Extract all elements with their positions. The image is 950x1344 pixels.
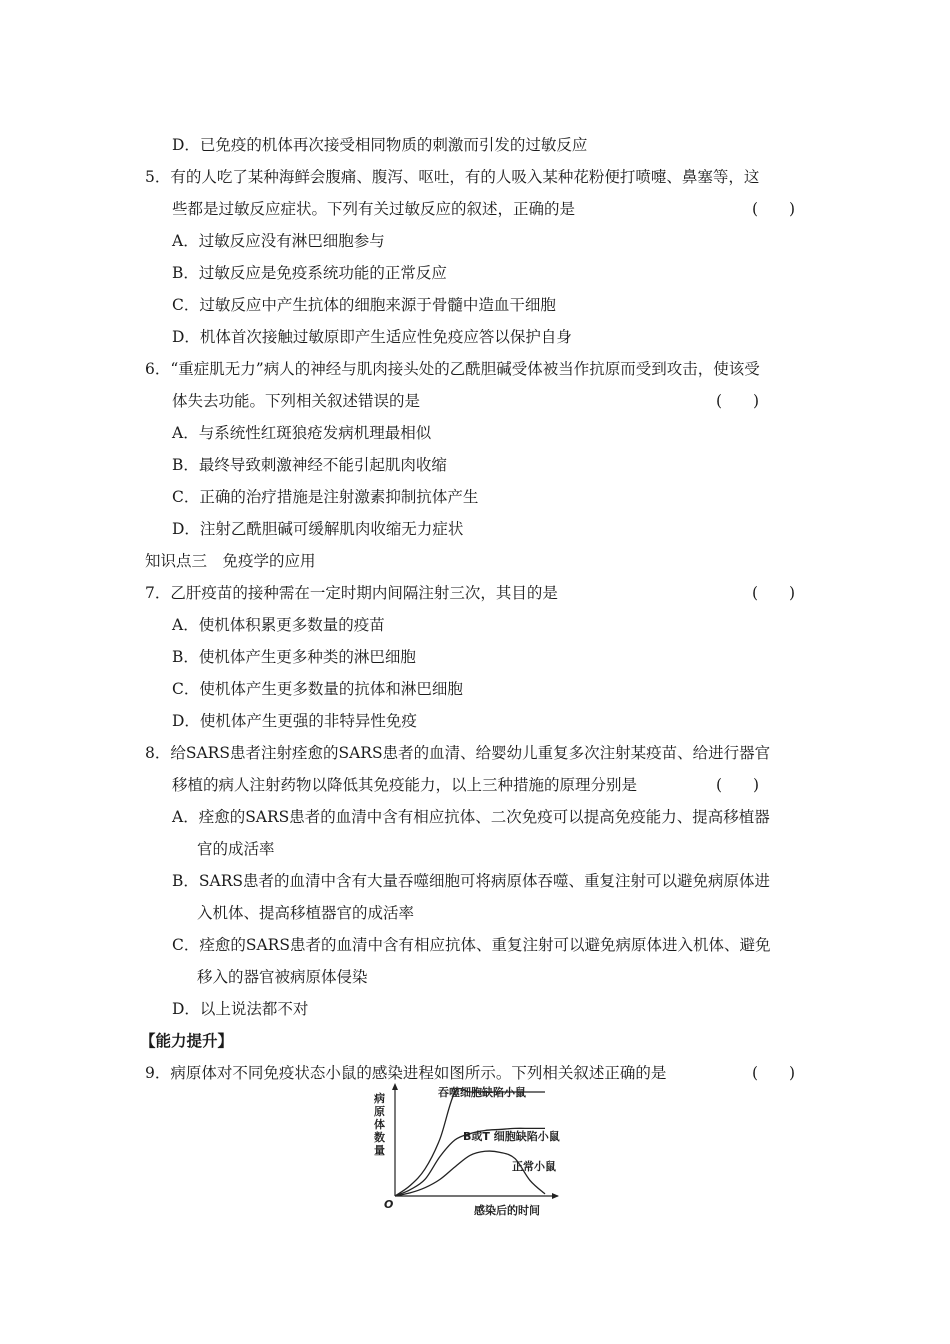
q6-option-d: D．注射乙酰胆碱可缓解肌肉收缩无力症状 [172, 520, 464, 538]
q8-stem-line2: 移植的病人注射药物以降低其免疫能力，以上三种措施的原理分别是 [172, 776, 638, 794]
q5-option-c: C．过敏反应中产生抗体的细胞来源于骨髓中造血干细胞 [172, 296, 556, 314]
q7-option-d: D．使机体产生更强的非特异性免疫 [172, 712, 417, 730]
q8-stem-line1: 8．给SARS患者注射痊愈的SARS患者的血清、给婴幼儿重复多次注射某疫苗、给进行器官 [145, 744, 771, 762]
series-line-3 [395, 1151, 545, 1196]
q5-stem-line2: 些都是过敏反应症状。下列有关过敏反应的叙述，正确的是 [172, 200, 576, 218]
y-axis-arrow [392, 1083, 398, 1090]
q5-option-a: A．过敏反应没有淋巴细胞参与 [172, 232, 385, 250]
q9-answer-bracket: ( ) [752, 1064, 796, 1082]
q6-option-a: A．与系统性红斑狼疮发病机理最相似 [172, 424, 432, 442]
q6-answer-bracket: ( ) [716, 392, 760, 410]
q8-option-a-line1: A．痊愈的SARS患者的血清中含有相应抗体、二次免疫可以提高免疫能力、提高移植器 [172, 808, 770, 826]
q6-option-b: B．最终导致刺激神经不能引起肌肉收缩 [172, 456, 447, 474]
origin-label: O [384, 1198, 394, 1211]
q6-stem-line2: 体失去功能。下列相关叙述错误的是 [172, 392, 421, 410]
section-title-knowledge3: 知识点三 免疫学的应用 [145, 552, 316, 570]
q5-stem-line1: 5．有的人吃了某种海鲜会腹痛、腹泻、呕吐，有的人吸入某种花粉便打喷嚏、鼻塞等，这 [145, 168, 760, 186]
q7-stem: 7．乙肝疫苗的接种需在一定时期内间隔注射三次，其目的是 [145, 584, 558, 602]
section-title-ability: 【能力提升】 [140, 1031, 234, 1050]
series-label-1: 吞噬细胞缺陷小鼠 [438, 1086, 526, 1099]
y-axis-label [373, 1091, 385, 1157]
q5-option-b: B．过敏反应是免疫系统功能的正常反应 [172, 264, 447, 282]
y-axis-label-char: 量 [374, 1144, 385, 1157]
q9-stem: 9．病原体对不同免疫状态小鼠的感染进程如图所示。下列相关叙述正确的是 [145, 1064, 667, 1082]
x-axis-arrow [552, 1193, 559, 1199]
y-axis-label-char: 数 [374, 1131, 385, 1144]
y-axis-label-char: 原 [374, 1105, 385, 1118]
series-label-2: B或T 细胞缺陷小鼠 [463, 1130, 560, 1143]
q8-option-c-line2: 移入的器官被病原体侵染 [197, 968, 368, 986]
y-axis-label-char: 病 [374, 1092, 385, 1105]
q6-stem-line1: 6．“重症肌无力”病人的神经与肌肉接头处的乙酰胆碱受体被当作抗原而受到攻击，使该受 [145, 360, 760, 378]
q6-option-c: C．正确的治疗措施是注射激素抑制抗体产生 [172, 488, 479, 506]
q8-option-c-line1: C．痊愈的SARS患者的血清中含有相应抗体、重复注射可以避免病原体进入机体、避免 [172, 936, 771, 954]
q7-answer-bracket: ( ) [752, 584, 796, 602]
q4-option-d: D．已免疫的机体再次接受相同物质的刺激而引发的过敏反应 [172, 136, 588, 154]
q7-option-c: C．使机体产生更多数量的抗体和淋巴细胞 [172, 680, 463, 698]
q8-option-d: D．以上说法都不对 [172, 1000, 309, 1018]
series-label-3: 正常小鼠 [512, 1160, 556, 1173]
q8-answer-bracket: ( ) [716, 776, 760, 794]
q7-option-b: B．使机体产生更多种类的淋巴细胞 [172, 648, 416, 666]
q8-option-b-line1: B．SARS患者的血清中含有大量吞噬细胞可将病原体吞噬、重复注射可以避免病原体进 [172, 872, 770, 890]
q7-option-a: A．使机体积累更多数量的疫苗 [172, 616, 385, 634]
y-axis-label-char: 体 [374, 1118, 385, 1131]
q5-option-d: D．机体首次接触过敏原即产生适应性免疫应答以保护自身 [172, 328, 572, 346]
infection-chart-svg [362, 1082, 592, 1222]
q8-option-b-line2: 入机体、提高移植器官的成活率 [197, 904, 415, 922]
x-axis-label: 感染后的时间 [474, 1204, 540, 1217]
q5-answer-bracket: ( ) [752, 200, 796, 218]
infection-chart [362, 1082, 592, 1222]
q8-option-a-line2: 官的成活率 [197, 840, 275, 858]
